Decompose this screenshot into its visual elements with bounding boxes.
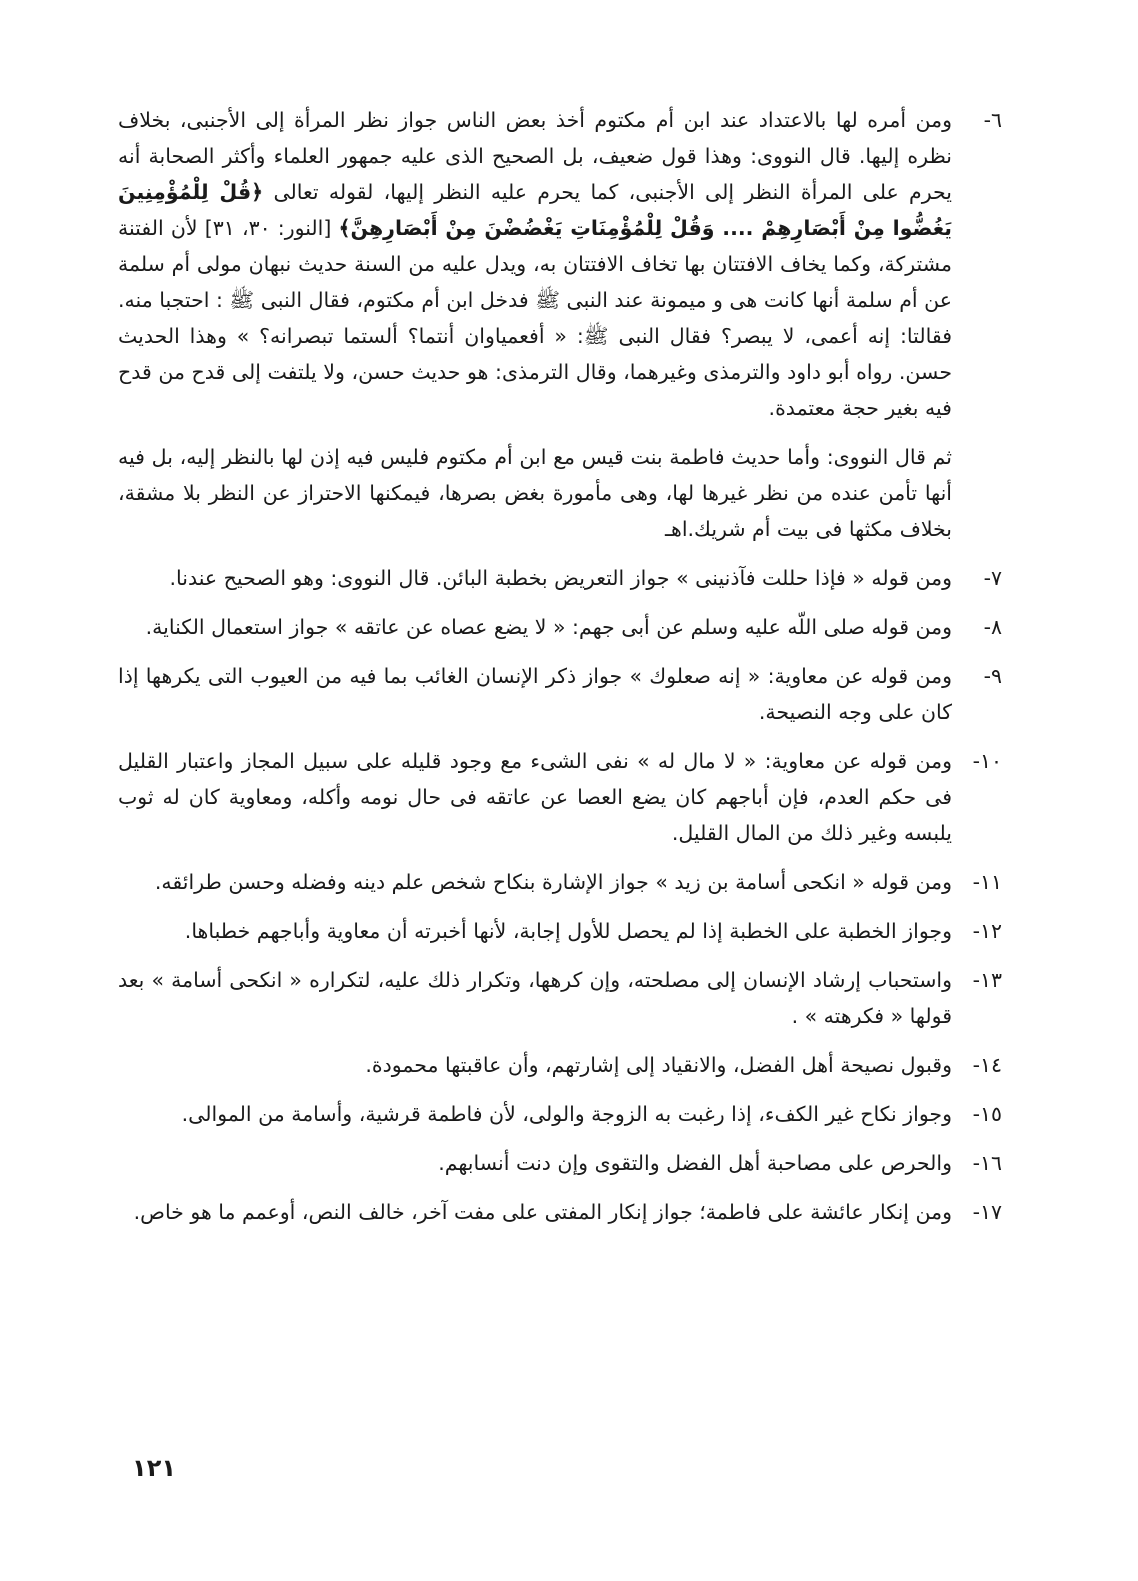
list-item-12 xyxy=(118,913,1002,949)
list-item-13 xyxy=(118,962,1002,1034)
item-text: واستحباب إرشاد الإنسان إلى مصلحته، وإن كرهها، وتكرار ذلك عليه، لتكراره « انكحى أسامة » بعد قولها « فكرهته » . xyxy=(118,968,952,1028)
item-number: ١٠- xyxy=(972,749,1002,773)
page-number: ١٢١ xyxy=(132,1454,176,1482)
item-text: ومن قوله عن معاوية: « إنه صعلوك » جواز ذكر الإنسان الغائب بما فيه من العيوب التى يكرهها إذا كان على وجه النصيحة. xyxy=(118,664,952,724)
list-item-17 xyxy=(118,1194,1002,1230)
item-text: ومن إنكار عائشة على فاطمة؛ جواز إنكار المفتى على مفت آخر، خالف النص، أوعمم ما هو خاص. xyxy=(133,1200,952,1224)
list-item-14 xyxy=(118,1047,1002,1083)
item-text: والحرص على مصاحبة أهل الفضل والتقوى وإن دنت أنسابهم. xyxy=(438,1151,952,1175)
item-text: ومن قوله صلى اللّه عليه وسلم عن أبى جهم: « لا يضع عصاه عن عاتقه » جواز استعمال الكناية. xyxy=(145,615,952,639)
item-text: ومن قوله عن معاوية: « لا مال له » نفى الشىء مع وجود قليله على سبيل المجاز واعتبار القليل فى حكم العدم، فإن أباجهم كان يضع العصا عن عاتقه فى حال نومه وأكله، ومعاوية كان له ثوب يلبسه وغير ذلك من المال القليل. xyxy=(118,749,952,845)
quran-verse: ﴿قُلْ لِلْمُؤْمِنِينَ يَغُضُّوا مِنْ أَبْصَارِهِمْ .... وَقُلْ لِلْمُؤْمِنَاتِ يَغْضُضْنَ مِنْ أَبْصَارِهِنَّ﴾ xyxy=(118,180,953,240)
list-item-16 xyxy=(118,1145,1002,1181)
list-item-9 xyxy=(118,658,1002,730)
item-number: ٧- xyxy=(983,566,1002,590)
list-item-6 xyxy=(118,102,1002,426)
item-number: ١١- xyxy=(972,870,1002,894)
page-body xyxy=(118,102,1002,1243)
item-number: ١٦- xyxy=(972,1151,1002,1175)
item-text-part-1: ومن أمره لها بالاعتداد عند ابن أم مكتوم أخذ بعض الناس جواز نظر المرأة إلى الأجنبى، بخلاف نظره إليها. قال النووى: وهذا قول ضعيف، بل الصحيح الذى عليه جمهور العلماء وأكثر الصحابة أنه يحرم على المرأة النظر إلى الأجنبى، كما يحرم عليه النظر إليها، لقوله تعالى xyxy=(118,108,952,204)
item-number: ٨- xyxy=(983,615,1002,639)
list-item-8 xyxy=(118,609,1002,645)
item-text: ومن قوله « فإذا حللت فآذنينى » جواز التعريض بخطبة البائن. قال النووى: وهو الصحيح عندنا. xyxy=(169,566,952,590)
item-text-part-2: [النور: ٣٠، ٣١] لأن الفتنة مشتركة، وكما يخاف الافتتان بها تخاف الافتتان به، ويدل عليه من السنة حديث نبهان مولى أم سلمة عن أم سلمة أنها كانت هى و ميمونة عند النبى ﷺ فدخل ابن أم مكتوم، فقال النبى ﷺ : احتجبا منه. فقالتا: إنه أعمى، لا يبصر؟ فقال النبى ﷺ: « أفعمياوان أنتما؟ ألستما تبصرانه؟ » وهذا الحديث حسن. رواه أبو داود والترمذى وغيرهما، وقال الترمذى: هو حديث حسن، ولا يلتفت إلى قدح من قدح فيه بغير حجة معتمدة. xyxy=(118,216,952,420)
list-item-7 xyxy=(118,560,1002,596)
item-text: ومن قوله « انكحى أسامة بن زيد » جواز الإشارة بنكاح شخص علم دينه وفضله وحسن طرائقه. xyxy=(154,870,952,894)
nawawi-paragraph: ثم قال النووى: وأما حديث فاطمة بنت قيس مع ابن أم مكتوم فليس فيه إذن لها بالنظر إليه، بل فيه أنها تأمن عنده من نظر غيرها لها، وهى مأمورة بغض بصرها، فيمكنها الاحتراز عن النظر بلا مشقة، بخلاف مكثها فى بيت أم شريك.اهـ xyxy=(118,445,952,541)
item-text: وجواز نكاح غير الكفء، إذا رغبت به الزوجة والولى، لأن فاطمة قرشية، وأسامة من الموالى. xyxy=(181,1102,952,1126)
item-number: ١٣- xyxy=(972,968,1002,992)
item-text xyxy=(118,102,952,426)
item-text: وجواز الخطبة على الخطبة إذا لم يحصل للأول إجابة، لأنها أخبرته أن معاوية وأباجهم خطباها. xyxy=(184,919,952,943)
item-number: ٩- xyxy=(983,664,1002,688)
item-number: ١٢- xyxy=(972,919,1002,943)
list-item-11 xyxy=(118,864,1002,900)
list-item-10 xyxy=(118,743,1002,851)
item-number: ١٥- xyxy=(972,1102,1002,1126)
list-item-15 xyxy=(118,1096,1002,1132)
item-text: وقبول نصيحة أهل الفضل، والانقياد إلى إشارتهم، وأن عاقبتها محمودة. xyxy=(365,1053,952,1077)
item-number: ١٤- xyxy=(972,1053,1002,1077)
item-number: ١٧- xyxy=(972,1200,1002,1224)
item-number: ٦- xyxy=(983,108,1002,132)
